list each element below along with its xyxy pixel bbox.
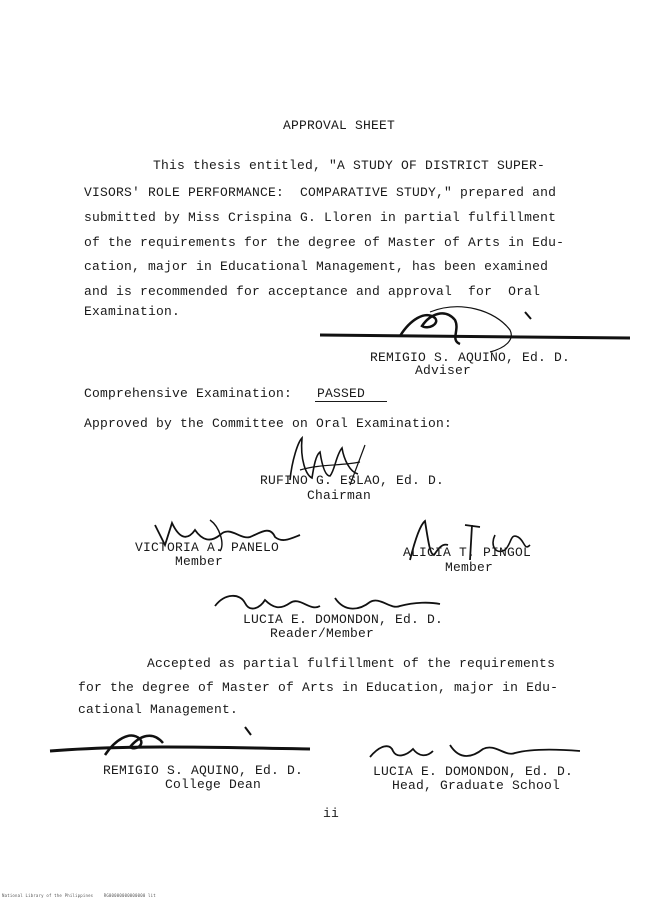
adviser-name: REMIGIO S. AQUINO, Ed. D. [370,350,571,365]
accept-line: Accepted as partial fulfillment of the requirements [147,656,556,671]
page-number: ii [323,806,340,821]
accept-line: cational Management. [78,702,239,717]
page-title: APPROVAL SHEET [283,118,396,133]
chairman-name: RUFINO G. ESLAO, Ed. D. [260,473,445,488]
intro-line: This thesis entitled, "A STUDY OF DISTRICT SUPER- [153,158,546,173]
scan-footer: National Library of the Philippines RG00000000000000 lit [2,893,156,898]
dean-role: College Dean [165,777,262,792]
committee-line: Approved by the Committee on Oral Examination: [84,416,453,431]
dean-name: REMIGIO S. AQUINO, Ed. D. [103,763,304,778]
intro-line: VISORS' ROLE PERFORMANCE: COMPARATIVE STUDY," prepared and [84,185,557,200]
head-name: LUCIA E. DOMONDON, Ed. D. [373,764,574,779]
intro-line: cation, major in Educational Management, has been examined [84,259,549,274]
reader-name: LUCIA E. DOMONDON, Ed. D. [243,612,444,627]
comprehensive-result: PASSED [317,386,366,401]
intro-line: and is recommended for acceptance and approval for Oral [84,284,541,299]
comprehensive-label: Comprehensive Examination: [84,386,293,401]
accept-line: for the degree of Master of Arts in Education, major in Edu- [78,680,559,695]
adviser-role: Adviser [415,363,472,378]
intro-line: submitted by Miss Crispina G. Lloren in partial fulfillment [84,210,557,225]
intro-line: Examination. [84,304,181,319]
chairman-role: Chairman [307,488,372,503]
member-left-name: VICTORIA A. PANELO [135,540,280,555]
intro-line: of the requirements for the degree of Master of Arts in Edu- [84,235,565,250]
head-role: Head, Graduate School [392,778,561,793]
member-left-role: Member [175,554,224,569]
result-underline [315,401,387,402]
reader-role: Reader/Member [270,626,375,641]
member-right-name: ALICIA T. PINGOL [403,545,532,560]
member-right-role: Member [445,560,494,575]
